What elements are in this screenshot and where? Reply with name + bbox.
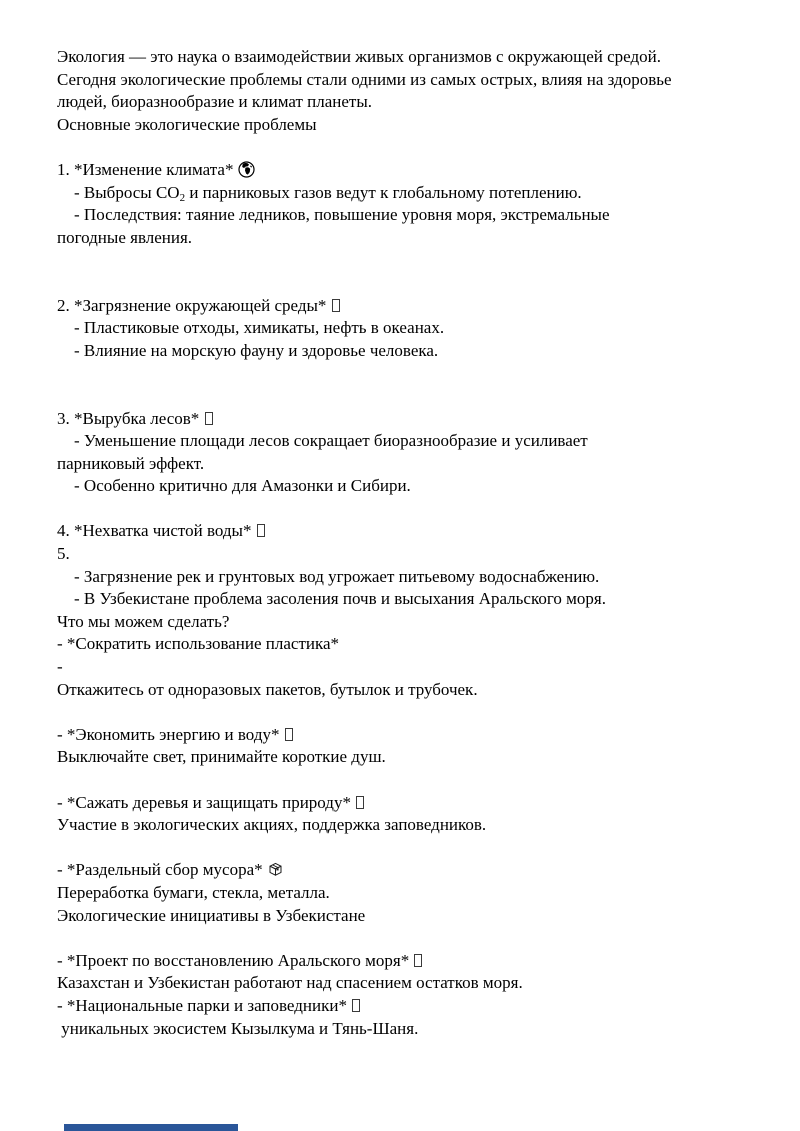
- text-run: - *Раздельный сбор мусора*: [57, 860, 267, 880]
- text-line: [57, 746, 760, 769]
- missing-glyph-box: [285, 728, 293, 741]
- text-line: [57, 679, 760, 702]
- text-line: [57, 633, 760, 656]
- text-line: [57, 882, 760, 905]
- text-run: - *Сажать деревья и защищать природу*: [57, 792, 356, 812]
- text-line: [57, 136, 760, 159]
- missing-glyph-box: [414, 954, 422, 967]
- text-run: 5.: [57, 544, 70, 564]
- text-line: [57, 588, 760, 611]
- text-run: - Особенно критично для Амазонки и Сибири.: [57, 476, 411, 496]
- text-run: 3. *Вырубка лесов*: [57, 408, 204, 428]
- text-line: [57, 204, 760, 227]
- text-run: Что мы можем сделать?: [57, 611, 230, 631]
- text-line: [57, 1018, 760, 1041]
- missing-glyph-box: [356, 796, 364, 809]
- text-run: погодные явления.: [57, 227, 193, 247]
- text-line: [57, 814, 760, 837]
- text-run: парниковый эффект.: [57, 453, 205, 473]
- text-run: Казахстан и Узбекистан работают над спасением остатков моря.: [57, 973, 523, 993]
- text-line: [57, 69, 760, 92]
- text-line: [57, 272, 760, 295]
- missing-glyph-box: [332, 299, 340, 312]
- text-line: [57, 182, 760, 205]
- earth-globe-icon: [238, 161, 255, 178]
- text-line: [57, 91, 760, 114]
- text-line: [57, 498, 760, 521]
- text-line: [57, 769, 760, 792]
- text-run: Участие в экологических акциях, поддержка заповедников.: [57, 815, 487, 835]
- text-line: [57, 520, 760, 543]
- text-line: [57, 362, 760, 385]
- text-line: [57, 905, 760, 928]
- text-line: [57, 46, 760, 69]
- text-run: 1. *Изменение климата*: [57, 159, 238, 179]
- text-line: [57, 430, 760, 453]
- text-run: -: [57, 657, 63, 677]
- text-line: [57, 159, 760, 182]
- text-line: [57, 792, 760, 815]
- text-run: людей, биоразнообразие и климат планеты.: [57, 92, 373, 112]
- text-run: Выключайте свет, принимайте короткие душ.: [57, 747, 386, 767]
- text-line: [57, 656, 760, 679]
- package-icon: [267, 861, 284, 878]
- text-line: [57, 724, 760, 747]
- text-line: [57, 927, 760, 950]
- text-run: - В Узбекистане проблема засоления почв и высыхания Аральского моря.: [57, 589, 606, 609]
- text-line: [57, 475, 760, 498]
- text-run: - Выбросы CO: [57, 182, 180, 202]
- text-run: уникальных экосистем Кызылкума и Тянь-Шаня.: [57, 1018, 419, 1038]
- missing-glyph-box: [352, 999, 360, 1012]
- text-run: Экологические инициативы в Узбекистане: [57, 905, 366, 925]
- text-line: [57, 340, 760, 363]
- text-line: [57, 611, 760, 634]
- text-run: Переработка бумаги, стекла, металла.: [57, 882, 330, 902]
- text-run: Основные экологические проблемы: [57, 114, 317, 134]
- subscript-text: 2: [179, 191, 186, 204]
- text-line: [57, 114, 760, 137]
- text-line: [57, 950, 760, 973]
- text-line: [57, 543, 760, 566]
- text-line: [57, 837, 760, 860]
- text-line: [57, 408, 760, 431]
- text-run: Откажитесь от одноразовых пакетов, бутылок и трубочек.: [57, 679, 478, 699]
- text-run: Экология — это наука о взаимодействии живых организмов с окружающей средой.: [57, 47, 661, 66]
- text-run: - Последствия: таяние ледников, повышение уровня моря, экстремальные: [57, 205, 610, 225]
- text-line: [57, 859, 760, 882]
- text-run: 2. *Загрязнение окружающей среды*: [57, 295, 331, 315]
- text-line: [57, 972, 760, 995]
- text-run: - *Экономить энергию и воду*: [57, 724, 284, 744]
- text-line: [57, 317, 760, 340]
- text-line: [57, 249, 760, 272]
- text-run: Сегодня экологические проблемы стали одними из самых острых, влияя на здоровье: [57, 69, 672, 89]
- text-run: - *Сократить использование пластика*: [57, 634, 340, 654]
- text-line: [57, 385, 760, 408]
- text-run: 4. *Нехватка чистой воды*: [57, 521, 256, 541]
- text-line: [57, 995, 760, 1018]
- text-run: - Загрязнение рек и грунтовых вод угрожает питьевому водоснабжению.: [57, 566, 600, 586]
- text-run: и парниковых газов ведут к глобальному потеплению.: [185, 182, 582, 202]
- text-line: [57, 566, 760, 589]
- bottom-bar-fragment: [64, 1124, 238, 1131]
- missing-glyph-box: [205, 412, 213, 425]
- document-body: [57, 46, 760, 1040]
- text-line: [57, 295, 760, 318]
- text-line: [57, 701, 760, 724]
- text-run: - Пластиковые отходы, химикаты, нефть в океанах.: [57, 318, 445, 338]
- missing-glyph-box: [257, 524, 265, 537]
- text-line: [57, 453, 760, 476]
- text-run: - *Проект по восстановлению Аральского моря*: [57, 950, 414, 970]
- text-run: - Влияние на морскую фауну и здоровье человека.: [57, 340, 439, 360]
- text-run: - *Национальные парки и заповедники*: [57, 995, 352, 1015]
- text-run: - Уменьшение площади лесов сокращает биоразнообразие и усиливает: [57, 431, 588, 451]
- text-line: [57, 227, 760, 250]
